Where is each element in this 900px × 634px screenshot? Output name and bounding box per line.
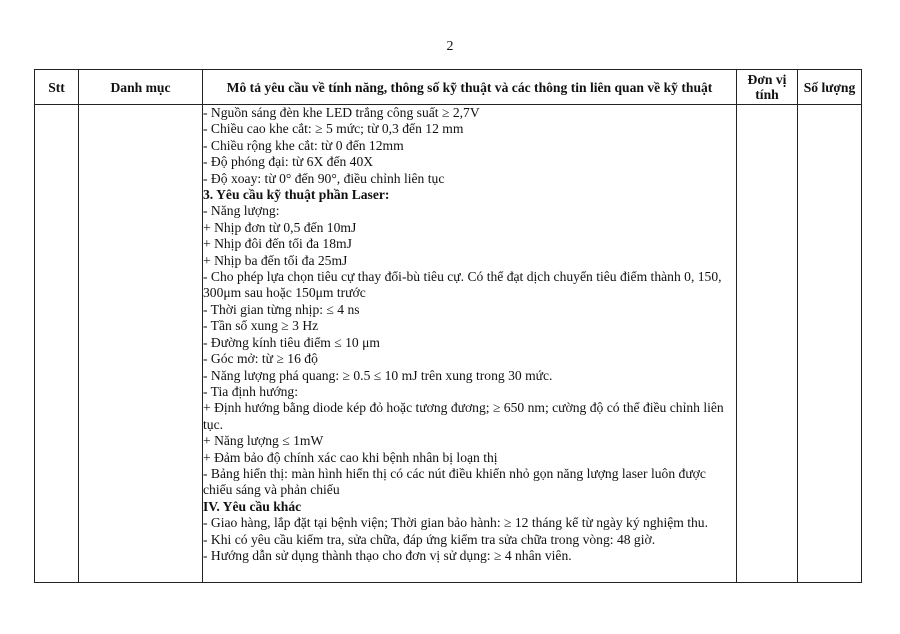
header-don-vi-line2: tính: [755, 87, 779, 102]
table-header-row: [35, 70, 862, 105]
page-number: 2: [446, 39, 454, 54]
description-line: - Nguồn sáng đèn khe LED trắng công suất ≥ 2,7V: [203, 105, 480, 120]
header-stt: Stt: [35, 70, 79, 105]
header-mo-ta: Mô tả yêu cầu về tính năng, thông số kỹ thuật và các thông tin liên quan về kỹ thuật: [203, 70, 737, 105]
description-line: - Năng lượng phá quang: ≥ 0.5 ≤ 10 mJ trên xung trong 30 mức.: [203, 367, 553, 383]
description-line: - Tia định hướng:: [203, 383, 299, 399]
header-don-vi-line1: Đơn vị: [747, 72, 787, 87]
description-line: + Đảm bảo độ chính xác cao khi bệnh nhân bị loạn thị: [203, 449, 498, 465]
header-so-luong: Số lượng: [798, 70, 862, 105]
description-line: + Định hướng bằng diode kép đỏ hoặc tương đương; ≥ 650 nm; cường độ có thể điều chỉnh liên tục.: [203, 400, 724, 432]
description-line: + Nhịp đơn từ 0,5 đến 10mJ: [203, 219, 357, 235]
description-line: + Năng lượng ≤ 1mW: [203, 433, 324, 449]
description-line: - Độ phóng đại: từ 6X đến 40X: [203, 154, 374, 170]
description-line: - Năng lượng:: [203, 203, 280, 219]
description-line: - Cho phép lựa chọn tiêu cự thay đổi-bù tiêu cự. Có thể đạt dịch chuyển tiêu điểm thành 0, 150, 300μm sau hoặc 150μm trước: [203, 269, 722, 301]
description-line: + Nhịp đôi đến tối đa 18mJ: [203, 236, 352, 252]
section-heading: 3. Yêu cầu kỹ thuật phần Laser:: [203, 187, 390, 203]
description-line: - Thời gian từng nhịp: ≤ 4 ns: [203, 301, 360, 317]
cell-so-luong: [798, 105, 862, 583]
header-don-vi: [737, 70, 798, 105]
cell-description: [203, 105, 737, 583]
description-line: - Tần số xung ≥ 3 Hz: [203, 318, 319, 334]
section-heading: IV. Yêu cầu khác: [203, 498, 302, 514]
description-line: - Độ xoay: từ 0° đến 90°, điều chỉnh liên tục: [203, 170, 445, 186]
description-line: - Góc mở: từ ≥ 16 độ: [203, 351, 318, 367]
header-danh-muc: Danh mục: [79, 70, 203, 105]
spec-table: [34, 69, 862, 583]
description-line: + Nhịp ba đến tối đa 25mJ: [203, 252, 348, 268]
description-line: - Khi có yêu cầu kiểm tra, sửa chữa, đáp ứng kiểm tra sửa chữa trong vòng: 48 giờ.: [203, 531, 656, 547]
description-line: - Chiều rộng khe cắt: từ 0 đến 12mm: [203, 137, 404, 153]
cell-don-vi: [737, 105, 798, 583]
cell-stt: [35, 105, 79, 583]
table-row: [35, 105, 862, 583]
cell-danh-muc: [79, 105, 203, 583]
description-line: - Giao hàng, lắp đặt tại bệnh viện; Thời gian bảo hành: ≥ 12 tháng kể từ ngày ký nghiệm thu.: [203, 515, 708, 531]
description-line: - Bảng hiển thị: màn hình hiển thị có các nút điều khiển nhỏ gọn năng lượng laser luôn được chiếu sáng và phản chiếu: [203, 465, 706, 498]
description-line: - Hướng dẫn sử dụng thành thạo cho đơn vị sử dụng: ≥ 4 nhân viên.: [203, 547, 572, 563]
description-line: - Chiều cao khe cắt: ≥ 5 mức; từ 0,3 đến 12 mm: [203, 121, 464, 137]
description-line: - Đường kính tiêu điểm ≤ 10 μm: [203, 334, 380, 350]
